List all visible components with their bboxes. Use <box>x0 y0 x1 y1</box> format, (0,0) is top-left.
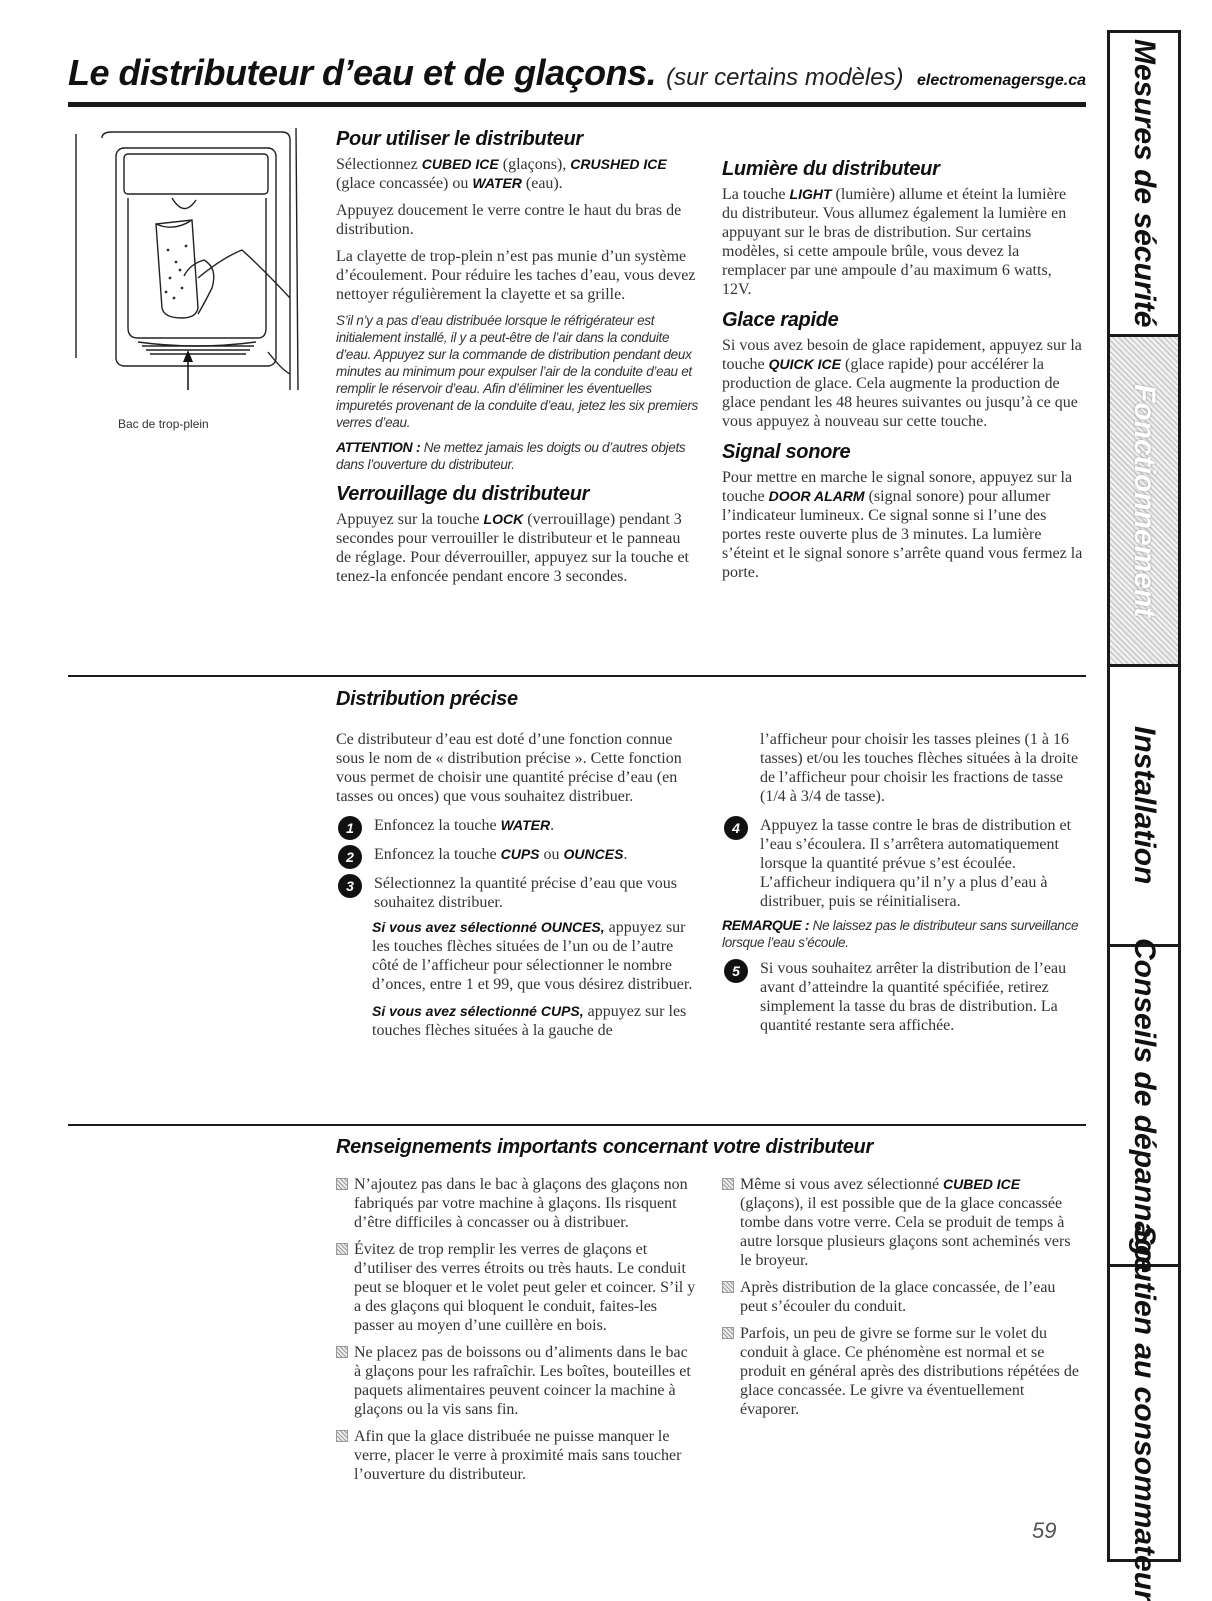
header-rule <box>68 102 1086 107</box>
heading-important: Renseignements importants concernant votre distributeur <box>336 1136 873 1158</box>
important-bullet-7: Parfois, un peu de givre se forme sur le volet du conduit à glace. Ce phénomène est normal et se produit en général après des distributions répétées de glace concassée. Le givre va éventuellement évaporer. <box>722 1324 1084 1419</box>
step-4-number: 4 <box>724 816 748 840</box>
bullet-icon <box>336 1430 348 1442</box>
important-bullet-5: Même si vous avez sélectionné CUBED ICE (glaçons), il est possible que de la glace concassée tombe dans votre verre. Cela se produit de temps à autre lorsque plusieurs glaçons sont acheminés vers le broyeur. <box>722 1175 1084 1270</box>
ounces-note: Si vous avez sélectionné OUNCES, appuyez sur les touches flèches situées de l’un ou de l’autre côté de l’afficheur pour sélectionner le nombre d’onces, entre 1 et 99, que vous désirez distribuer. <box>372 919 693 993</box>
remark-note: REMARQUE : Ne laissez pas le distributeur sans surveillance lorsque l’eau s’écoule. <box>722 917 1079 950</box>
step-3-number: 3 <box>338 874 362 898</box>
tab-operation-label: Fonctionnement <box>1127 383 1161 618</box>
bullet-icon <box>722 1281 734 1293</box>
bullet-icon <box>722 1178 734 1190</box>
step-5-number: 5 <box>724 959 748 983</box>
cups-note-cont: l’afficheur pour choisir les tasses pleines (1 à 16 tasses) et/ou les touches flèches situées à la droite de l’afficheur pour choisir les fractions de tasse (1/4 à 3/4 de tasse). <box>760 731 1079 805</box>
heading-quick-ice: Glace rapide <box>722 309 839 331</box>
tab-consumer-support-label: Soutien au consommateur <box>1127 1224 1161 1601</box>
using-p3: La clayette de trop-plein n’est pas munie d’un système d’écoulement. Pour réduire les taches d’eau, vous devez nettoyer régulièrement la clayette et sa grille. <box>336 248 696 303</box>
illustration-caption: Bac de trop-plein <box>118 417 209 431</box>
divider-2 <box>68 1124 1086 1126</box>
step-2: 2 Enfoncez la touche CUPS ou OUNCES. <box>336 845 696 864</box>
quick-ice-text: Si vous avez besoin de glace rapidement, appuyez sur la touche QUICK ICE (glace rapide) pour accélérer la production de glace. Cela augmente la production de glace pendant les 48 heures suivantes ou jusqu’à ce que vous appuyez à nouveau sur cette touche. <box>722 337 1082 430</box>
important-bullet-3: Ne placez pas de boissons ou d’aliments dans le bac à glaçons pour les rafraîchir. Les boîtes, bouteilles et paquets alimentaires peuvent coincer la machine à glaçons ou la vis sans fin. <box>336 1343 696 1419</box>
title-subtitle: (sur certains modèles) <box>666 64 904 91</box>
precise-left-column <box>336 730 696 1048</box>
tab-installation[interactable] <box>1110 667 1178 947</box>
tab-consumer-support[interactable] <box>1110 1224 1178 1601</box>
tab-troubleshooting-label: Conseils de dépannage <box>1127 937 1161 1274</box>
heading-signal: Signal sonore <box>722 441 851 463</box>
tab-troubleshooting[interactable] <box>1110 937 1178 1274</box>
signal-text: Pour mettre en marche le signal sonore, appuyez sur la touche DOOR ALARM (signal sonore) pour allumer l’indicateur lumineux. Ce signal sonne si l’une des portes reste ouverte plus de 3 minutes. La lumière s’éteint et le signal sonore s’arrête quand vous fermez la porte. <box>722 469 1083 581</box>
using-p2: Appuyez doucement le verre contre le haut du bras de distribution. <box>336 202 682 238</box>
bullet-icon <box>336 1243 348 1255</box>
divider-1 <box>68 675 1086 677</box>
attention-note: ATTENTION : Ne mettez jamais les doigts ou d’autres objets dans l’ouverture du distributeur. <box>336 439 686 472</box>
dispenser-illustration <box>72 128 304 398</box>
website-link[interactable]: electromenagersge.ca <box>917 72 1086 89</box>
step-4: 4 Appuyez la tasse contre le bras de distribution et l’eau s’écoulera. Il s’arrêtera automatiquement lorsque la quantité prévue s’est écoulée. L’afficheur indiquera qu’il n’y a plus d’eau à distribuer, puis se réinitialisera. <box>722 816 1084 911</box>
bullet-icon <box>336 1346 348 1358</box>
important-bullet-1: N’ajoutez pas dans le bac à glaçons des glaçons non fabriqués par votre machine à glaçons. Ils risquent d’être difficiles à concasser ou à distribuer. <box>336 1175 696 1232</box>
heading-lock: Verrouillage du distributeur <box>336 483 590 505</box>
heading-using: Pour utiliser le distributeur <box>336 128 583 150</box>
section-using-dispenser <box>336 128 698 594</box>
step-1-number: 1 <box>338 816 362 840</box>
step-5: 5 Si vous souhaitez arrêter la distribution de l’eau avant d’atteindre la quantité spécifiée, retirez simplement la tasse du bras de distribution. La quantité restante sera affichée. <box>722 959 1084 1035</box>
light-text: La touche LIGHT (lumière) allume et éteint la lumière du distributeur. Vous allumez également la lumière en appuyant sur le bras de distribution. Sur certains modèles, si cette ampoule brûle, vous devez la remplacer par une ampoule d’au maximum 6 watts, 12V. <box>722 186 1067 298</box>
tab-safety[interactable] <box>1110 33 1178 337</box>
step-1: 1 Enfoncez la touche WATER. <box>336 816 696 835</box>
tab-operation[interactable] <box>1110 337 1178 667</box>
heading-precise: Distribution précise <box>336 688 518 710</box>
important-bullet-2: Évitez de trop remplir les verres de glaçons et d’utiliser des verres étroits ou très hauts. Le conduit peut se bloquer et le volet peut geler et coincer. S’il y a des glaçons qui bloquent le conduit, faites-les passer au moyen d’une cuillère en bois. <box>336 1240 696 1335</box>
lock-text: Appuyez sur la touche LOCK (verrouillage) pendant 3 secondes pour verrouiller le distributeur et le panneau de réglage. Pour déverrouiller, appuyez sur la touche et tenez-la enfoncée pendant encore 3 secondes. <box>336 511 689 585</box>
important-bullet-4: Afin que la glace distribuée ne puisse manquer le verre, placer le verre à proximité mais sans toucher l’ouverture du distributeur. <box>336 1427 696 1484</box>
heading-light: Lumière du distributeur <box>722 158 940 180</box>
important-bullet-6: Après distribution de la glace concassée, de l’eau peut s’écouler du conduit. <box>722 1278 1084 1316</box>
important-right-column <box>722 1175 1084 1427</box>
title-main: Le distributeur d’eau et de glaçons. <box>68 52 657 93</box>
step-3: 3 Sélectionnez la quantité précise d’eau que vous souhaitez distribuer. <box>336 874 696 912</box>
tab-safety-label: Mesures de sécurité <box>1127 39 1161 328</box>
page-number: 59 <box>1032 1518 1057 1543</box>
bullet-icon <box>336 1178 348 1190</box>
using-p1: Sélectionnez CUBED ICE (glaçons), CRUSHED ICE (glace concassée) ou WATER (eau). <box>336 156 667 192</box>
section-tabs <box>1107 30 1181 1601</box>
precise-right-column <box>722 730 1084 1045</box>
step-2-number: 2 <box>338 845 362 869</box>
precise-intro: Ce distributeur d’eau est doté d’une fonction connue sous le nom de « distribution précise ». Cette fonction vous permet de choisir une quantité précise d’eau (en tasses ou onces) que vous souhaitez distribuer. <box>336 731 682 805</box>
important-left-column <box>336 1175 696 1492</box>
cups-note: Si vous avez sélectionné CUPS, appuyez sur les touches flèches situées à la gauche de <box>372 1003 687 1039</box>
section-features <box>722 158 1084 590</box>
air-note: S’il n’y a pas d’eau distribuée lorsque le réfrigérateur est initialement installé, il y a peut-être de l’air dans la conduite d’eau. Appuyez sur la commande de distribution pendant deux minutes au minimum pour expulser l’air de la conduite d’eau et remplir le réservoir d’eau. Afin d’éliminer les éventuelles impuretés provenant de la conduite d’eau, jetez les six premiers verres d’eau. <box>336 313 699 430</box>
tab-installation-label: Installation <box>1127 726 1161 885</box>
bullet-icon <box>722 1327 734 1339</box>
